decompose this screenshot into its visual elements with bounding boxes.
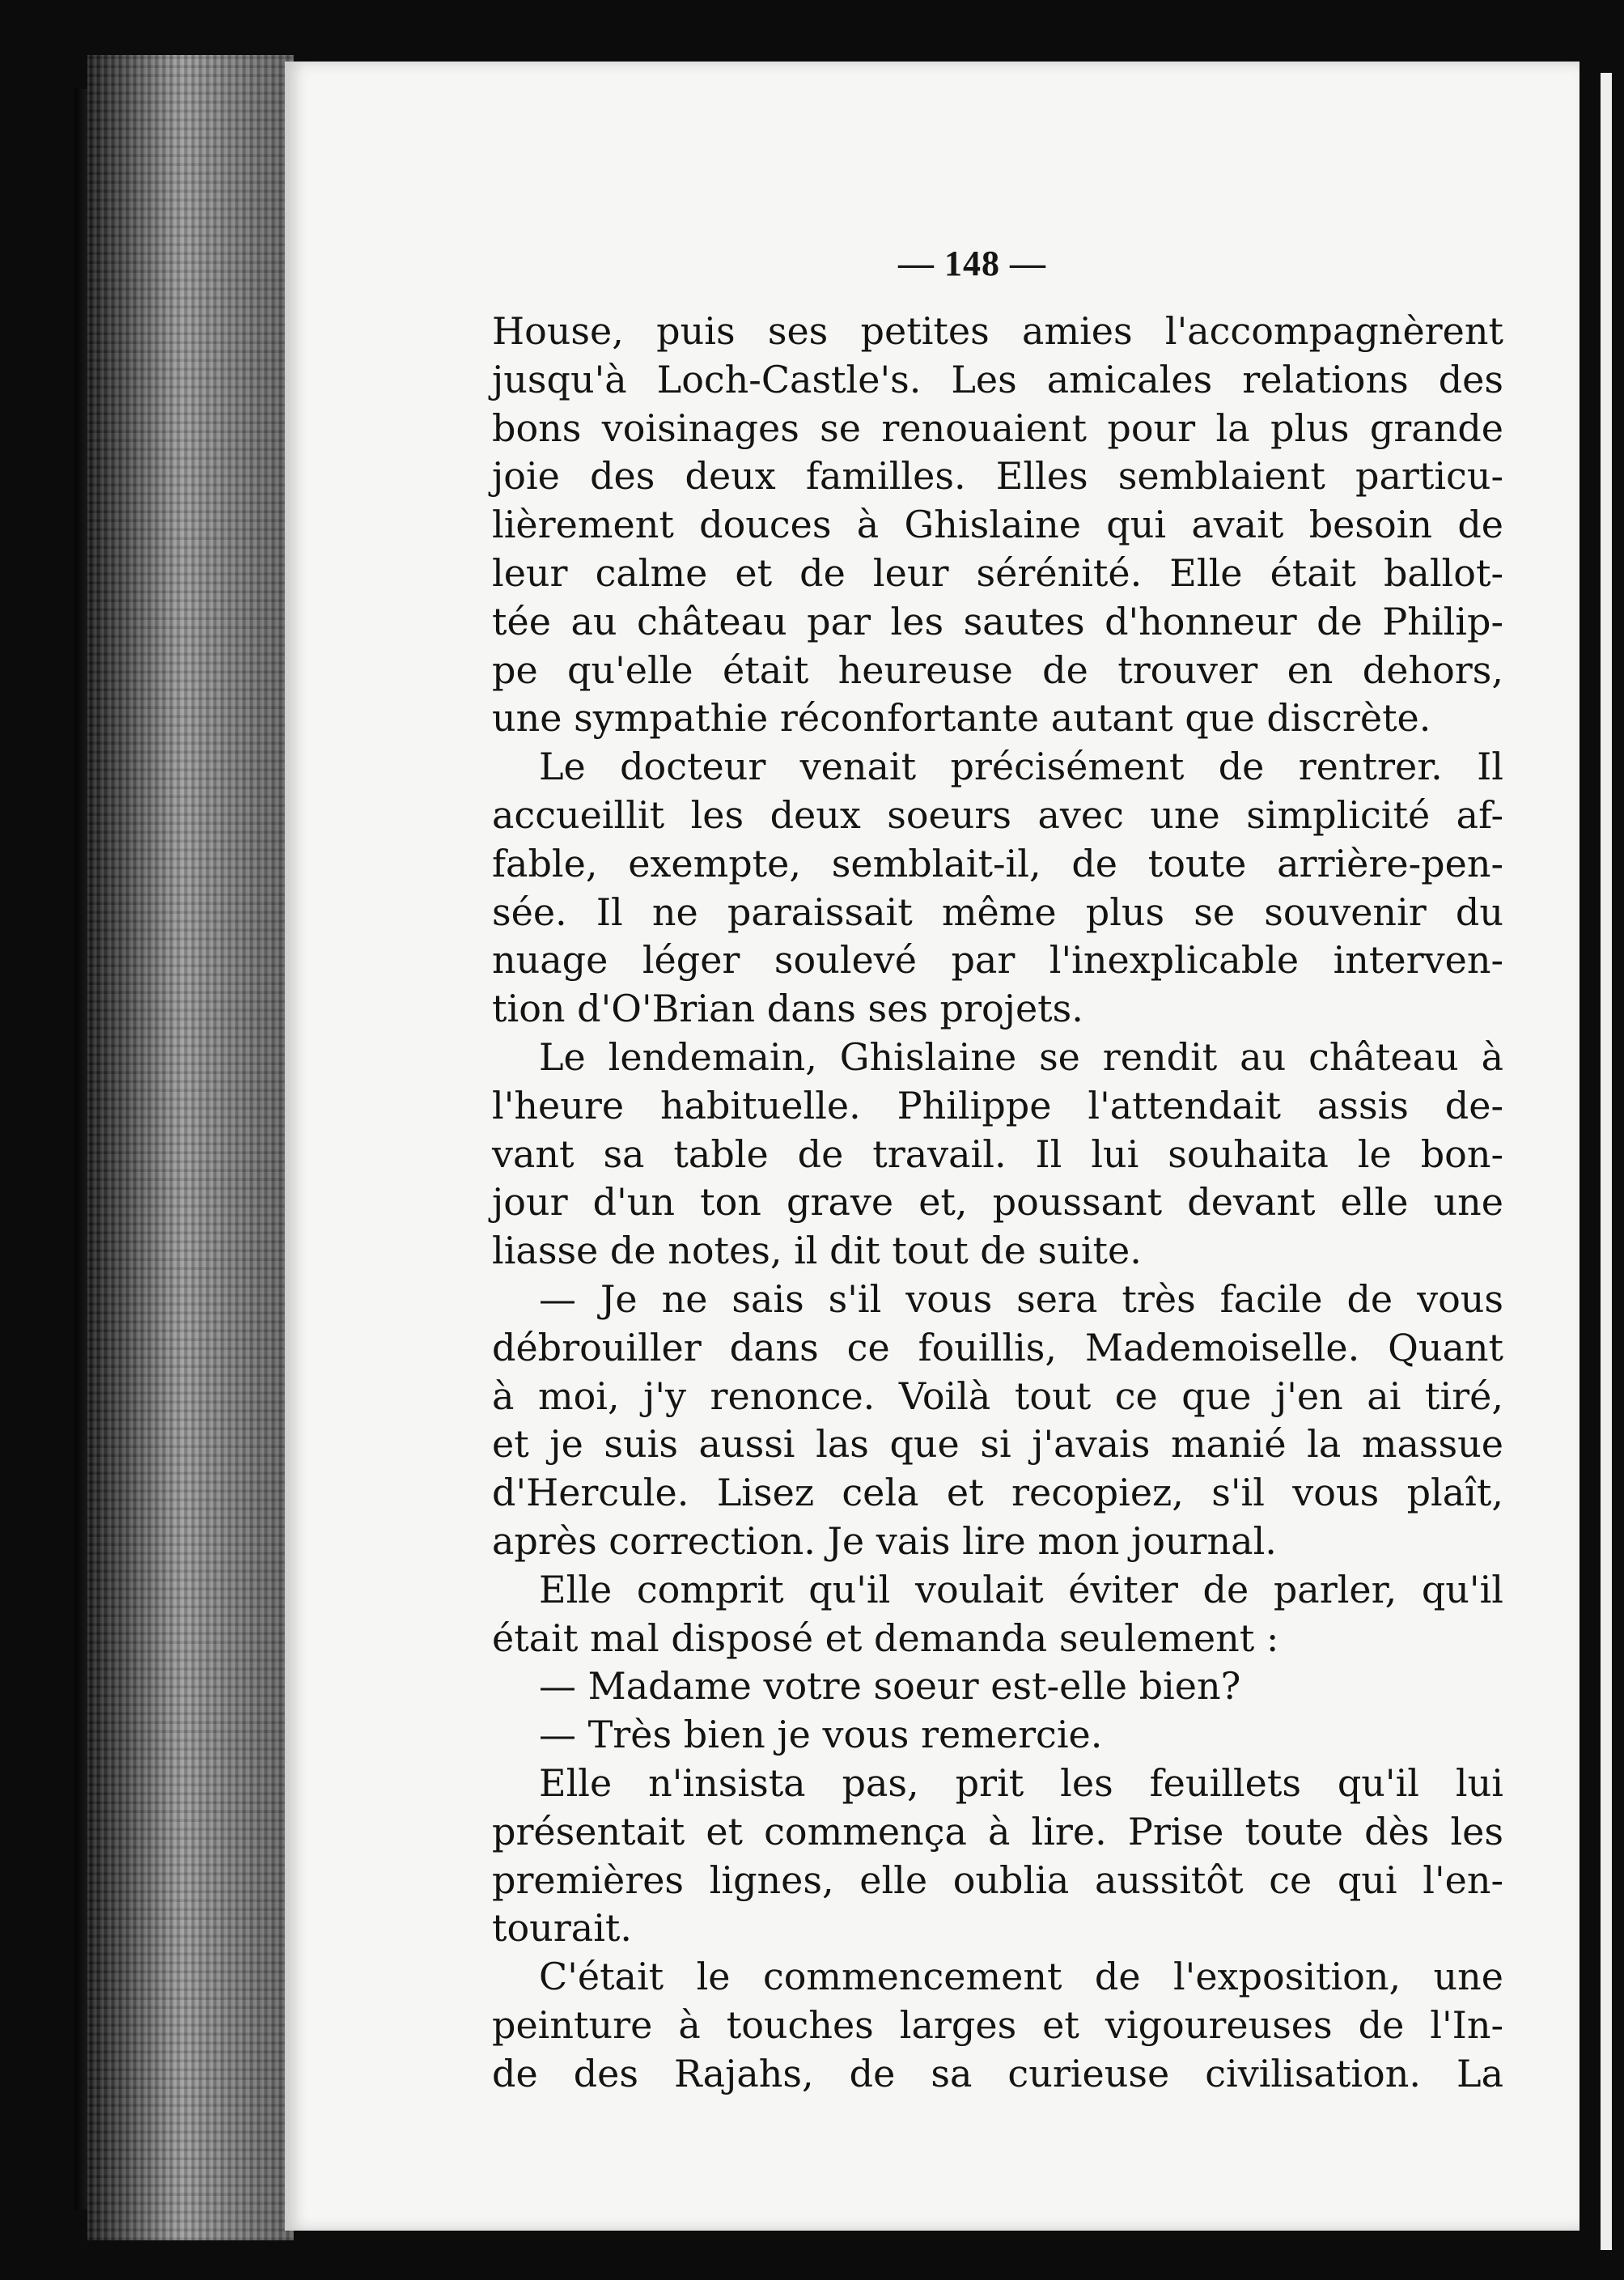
text-line: House, puis ses petites amies l'accompagnèrent — [492, 309, 1503, 353]
text-line: fable, exempte, semblait-il, de toute arrière-pen- — [492, 841, 1503, 885]
text-line: sée. Il ne paraissait même plus se souvenir du — [492, 889, 1503, 934]
page-number: — 148 — — [898, 244, 1046, 283]
text-line: leur calme et de leur sérénité. Elle était ballot- — [492, 550, 1503, 595]
text-line: tion d'O'Brian dans ses projets. — [492, 987, 1083, 1031]
text-line: bons voisinages se renouaient pour la plus grande — [492, 405, 1503, 450]
text-line: pe qu'elle était heureuse de trouver en dehors, — [492, 647, 1503, 692]
text-line: vant sa table de travail. Il lui souhaita le bon- — [492, 1132, 1503, 1176]
body-text — [492, 308, 1503, 2098]
text-line: — Madame votre soeur est-elle bien? — [539, 1664, 1241, 1709]
text-line: tourait. — [492, 1906, 633, 1951]
page-right-edge — [1601, 73, 1612, 2250]
text-line: une sympathie réconfortante autant que discrète. — [492, 696, 1431, 741]
text-line: présentait et commença à lire. Prise toute dès les — [492, 1809, 1503, 1853]
book-binding — [87, 55, 294, 2240]
text-line: accueillit les deux soeurs avec une simplicité af- — [492, 792, 1503, 837]
text-line: lièrement douces à Ghislaine qui avait besoin de — [492, 503, 1503, 547]
text-line: — Très bien je vous remercie. — [539, 1713, 1103, 1757]
text-line: joie des deux familles. Elles semblaient particu- — [492, 454, 1503, 499]
text-line: tée au château par les sautes d'honneur de Philip- — [492, 599, 1503, 643]
text-line: premières lignes, elle oublia aussitôt ce qui l'en- — [492, 1858, 1503, 1902]
text-line: Le lendemain, Ghislaine se rendit au château à — [539, 1034, 1503, 1079]
text-line: peinture à touches larges et vigoureuses de l'In- — [492, 2002, 1503, 2047]
text-line: après correction. Je vais lire mon journal. — [492, 1518, 1277, 1563]
text-line: — Je ne sais s'il vous sera très facile de vous — [539, 1276, 1503, 1321]
text-line: nuage léger soulevé par l'inexplicable interven- — [492, 938, 1503, 983]
text-line: et je suis aussi las que si j'avais manié la massue — [492, 1422, 1503, 1467]
text-line: l'heure habituelle. Philippe l'attendait assis de- — [492, 1083, 1503, 1127]
text-line: Elle comprit qu'il voulait éviter de parler, qu'il — [539, 1567, 1503, 1611]
text-line: à moi, j'y renonce. Voilà tout ce que j'en ai tiré, — [492, 1374, 1503, 1418]
text-line: était mal disposé et demanda seulement : — [492, 1616, 1279, 1660]
text-line: liasse de notes, il dit tout de suite. — [492, 1229, 1142, 1273]
text-line: jusqu'à Loch-Castle's. Les amicales relations des — [492, 357, 1503, 401]
text-line: C'était le commencement de l'exposition, une — [539, 1955, 1503, 1999]
text-line: jour d'un ton grave et, poussant devant elle une — [492, 1180, 1503, 1225]
text-line: de des Rajahs, de sa curieuse civilisation. La — [492, 2051, 1503, 2095]
text-line: Elle n'insista pas, prit les feuillets qu'il lui — [539, 1760, 1503, 1805]
text-line: Le docteur venait précisément de rentrer. Il — [539, 745, 1503, 789]
text-line: débrouiller dans ce fouillis, Mademoiselle. Quant — [492, 1325, 1503, 1369]
text-line: d'Hercule. Lisez cela et recopiez, s'il vous plaît, — [492, 1471, 1503, 1515]
